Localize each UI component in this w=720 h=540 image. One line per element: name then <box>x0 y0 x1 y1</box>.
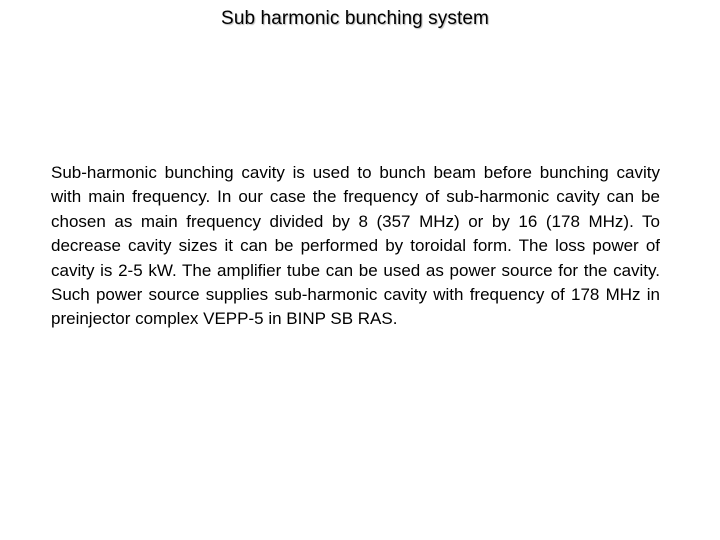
slide-body-paragraph: Sub-harmonic bunching cavity is used to bunch beam before bunching cavity with main frequency. In our case the frequency of sub-harmonic cavity can be chosen as main frequency divided by 8 (357 MHz) or by 16 (178 MHz). To decrease cavity sizes it can be performed by toroidal form. The loss power of cavity is 2-5 kW. The amplifier tube can be used as power source for the cavity. Such power source supplies sub-harmonic cavity with frequency of 178 MHz in preinjector complex VEPP-5 in BINP SB RAS. <box>51 163 660 329</box>
slide-title: Sub harmonic bunching system <box>221 8 489 29</box>
